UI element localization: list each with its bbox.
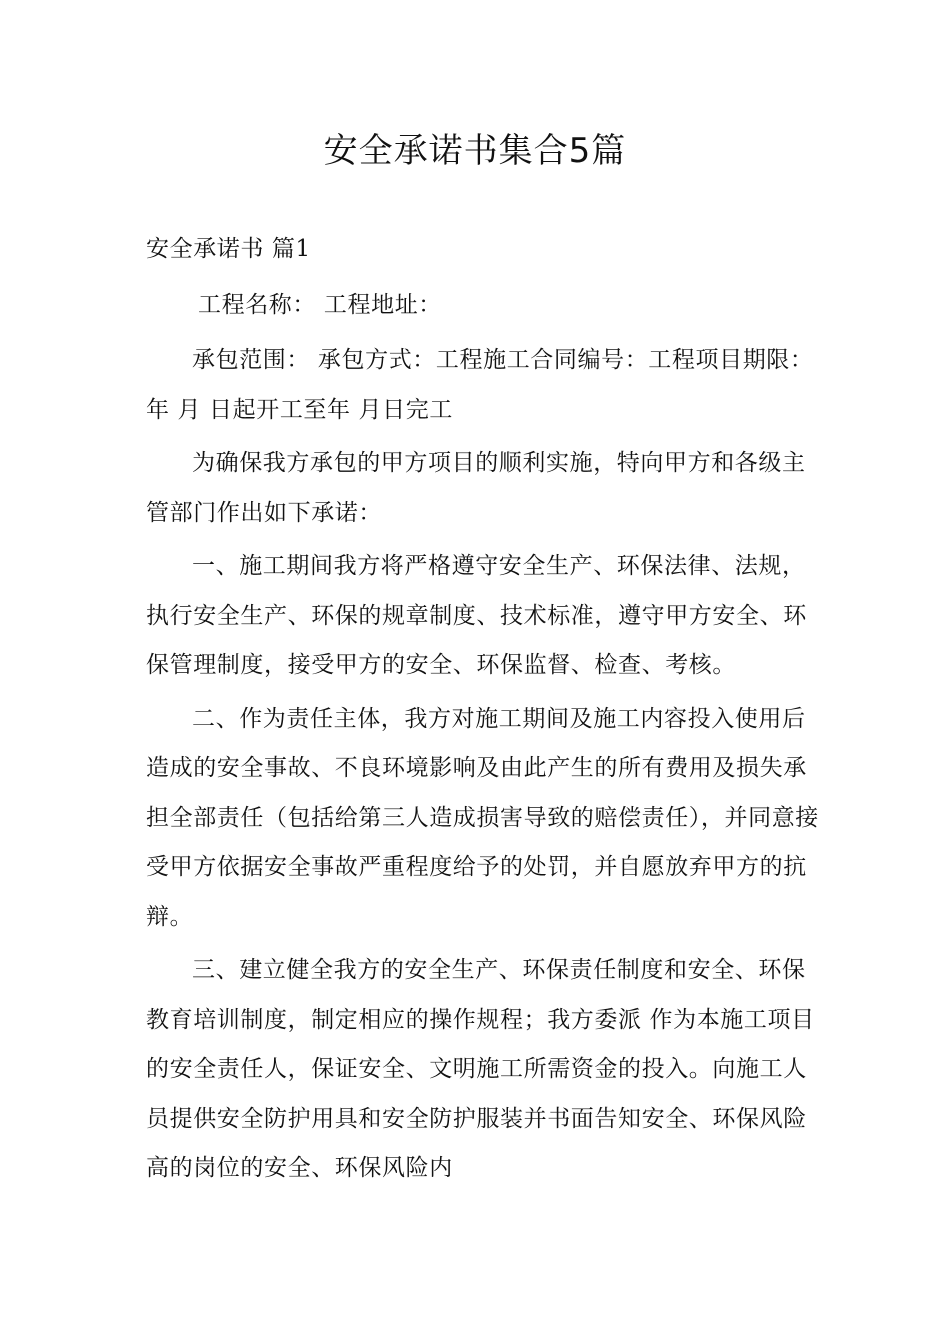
paragraph-clause-3: 三、建立健全我方的安全生产、环保责任制度和安全、环保教育培训制度，制定相应的操作规程；我方委派 作为本施工项目的安全责任人，保证安全、文明施工所需资金的投入。向施工人员提供安全防护用具和安全防护服装并书面告知安全、环保风险高的岗位的安全、环保风险内 xyxy=(146,957,815,1181)
paragraph-clause-1: 一、施工期间我方将严格遵守安全生产、环保法律、法规，执行安全生产、环保的规章制度、技术标准，遵守甲方安全、环保管理制度，接受甲方的安全、环保监督、检查、考核。 xyxy=(146,553,807,678)
paragraph-intro: 为确保我方承包的甲方项目的顺利实施，特向甲方和各级主管部门作出如下承诺： xyxy=(146,450,806,526)
paragraph-contract-scope: 承包范围： 承包方式：工程施工合同编号：工程项目期限： 年 月 日起开工至年 月日完工 xyxy=(146,347,814,423)
paragraph-clause-2: 二、作为责任主体，我方对施工期间及施工内容投入使用后造成的安全事故、不良环境影响及由此产生的所有费用及损失承担全部责任（包括给第三人造成损害导致的赔偿责任），并同意接受甲方依据安全事故严重程度给予的处罚，并自愿放弃甲方的抗辩。 xyxy=(146,705,819,930)
document-title: 安全承诺书集合5篇 xyxy=(323,131,627,171)
project-fields-line: 工程名称： 工程地址： xyxy=(198,291,442,318)
section-heading: 安全承诺书 篇1 xyxy=(146,236,311,262)
document-body xyxy=(146,225,826,1198)
